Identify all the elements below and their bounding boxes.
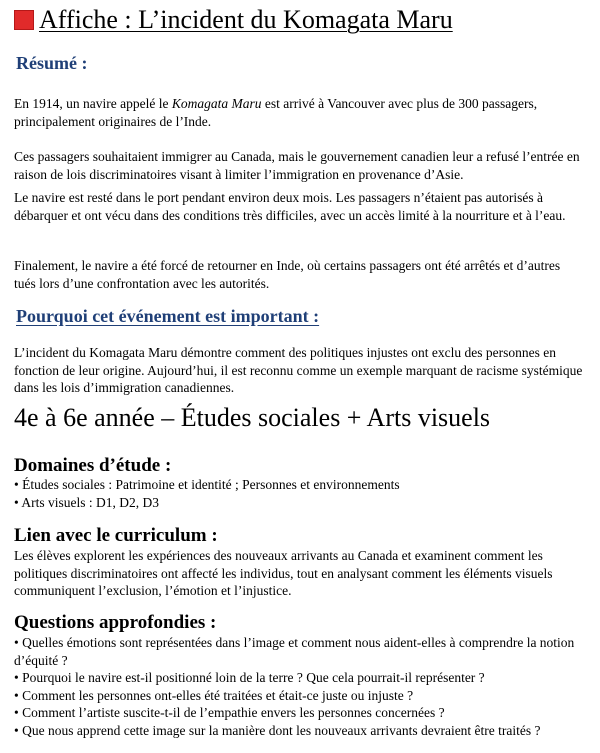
list-item: • Pourquoi le navire est-il positionné loin de la terre ? Que cela pourrait-il représenter ? [14, 670, 485, 685]
ship-name: Komagata Maru [171, 96, 262, 111]
page-title: Affiche : L’incident du Komagata Maru [39, 5, 453, 34]
resume-heading: Résumé : [16, 53, 88, 73]
list-item: • Études sociales : Patrimoine et identité ; Personnes et environnements [14, 477, 400, 492]
resume-paragraph-1 [14, 95, 584, 130]
domains-list [14, 476, 590, 511]
questions-heading: Questions approfondies : [14, 612, 217, 633]
list-item: • Arts visuels : D1, D2, D3 [14, 494, 159, 510]
resume-p1-end: est arrivé à Vancouver avec plus de 300 passagers, principalement originaires de l’Inde. [14, 96, 538, 129]
resume-paragraph-4: Finalement, le navire a été forcé de retourner en Inde, où certains passagers ont été arrêtés et d’autres tués lors d’une confrontation avec les autorités. [14, 258, 561, 291]
curriculum-paragraph: Les élèves explorent les expériences des nouveaux arrivants au Canada et examinent comment les politiques discriminatoires ont affecté les individus, tout en analysant comment les éléments visuels communiquent l’exclusion, l’émotion et l’injustice. [14, 548, 553, 598]
list-item: • Que nous apprend cette image sur la manière dont les nouveaux arrivants devraient être traités ? [14, 722, 541, 738]
importance-paragraph: L’incident du Komagata Maru démontre comment des politiques injustes ont exclu des personnes en fonction de leur origine. Aujourd’hui, il est reconnu comme un exemple marquant de racisme systémique dans les lois d’immigration canadiennes. [14, 345, 583, 395]
curriculum-heading: Lien avec le curriculum : [14, 525, 218, 546]
list-item: • Quelles émotions sont représentées dans l’image et comment nous aident-elles à comprendre la notion d’équité ? [14, 635, 575, 668]
resume-paragraph-3: Le navire est resté dans le port pendant environ deux mois. Les passagers n’étaient pas autorisés à débarquer et ont vécu dans des conditions très difficiles, avec un accès limité à la nourriture et à l’eau. [14, 190, 566, 223]
red-square-icon [14, 10, 34, 30]
list-item: • Comment les personnes ont-elles été traitées et était-ce juste ou injuste ? [14, 687, 414, 703]
resume-p1-start: En 1914, un navire appelé le [14, 96, 172, 111]
importance-heading: Pourquoi cet événement est important : [16, 306, 320, 326]
grade-heading: 4e à 6e année – Études sociales + Arts visuels [14, 403, 491, 432]
title-row [14, 4, 453, 36]
questions-list [14, 634, 590, 739]
list-item: • Comment l’artiste suscite-t-il de l’empathie envers les personnes concernées ? [14, 705, 445, 720]
resume-paragraph-2: Ces passagers souhaitaient immigrer au Canada, mais le gouvernement canadien leur a refusé l’entrée en raison de lois discriminatoires visant à limiter l’immigration en provenance d’Asie. [14, 149, 580, 182]
domains-heading: Domaines d’étude : [14, 455, 172, 476]
